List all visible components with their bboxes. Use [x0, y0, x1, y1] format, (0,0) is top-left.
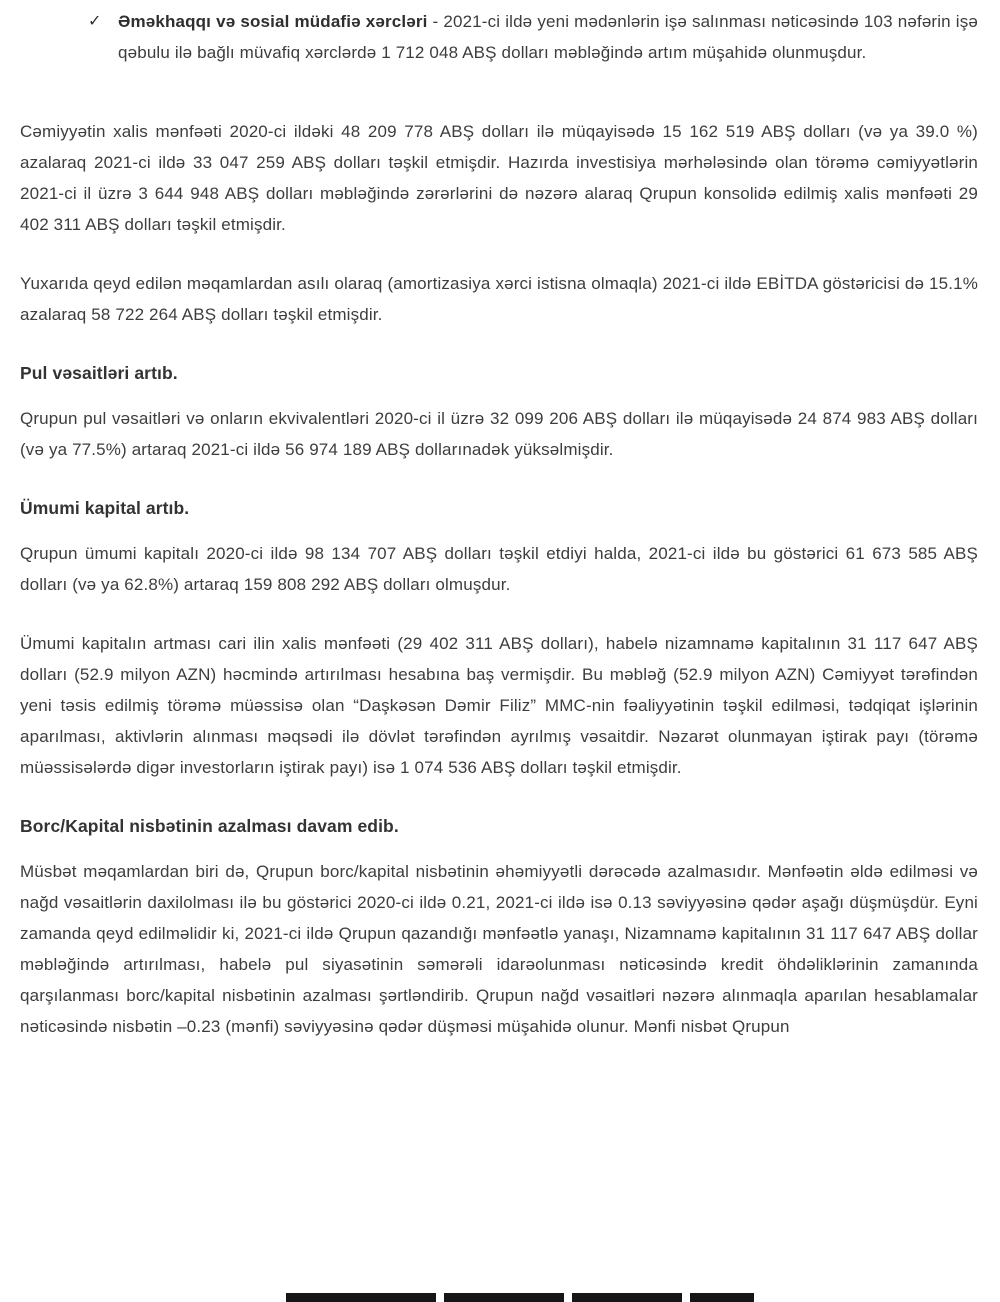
clipped-text-fragment: [444, 1293, 564, 1302]
clipped-text-line: [0, 1292, 1000, 1302]
paragraph-ebitda: Yuxarıda qeyd edilən məqamlardan asılı olaraq (amortizasiya xərci istisna olmaqla) 2021-ci ildə EBİTDA göstəricisi də 15.1% azalaraq 58 722 264 ABŞ dolları təşkil etmişdir.: [20, 274, 978, 324]
paragraph-cash: Qrupun pul vəsaitləri və onların ekvivalentləri 2020-ci il üzrə 32 099 206 ABŞ dolları ilə müqayisədə 24 874 983 ABŞ dolları (və ya 77.5%) artaraq 2021-ci ildə 56 974 189 ABŞ dollarınadək yüksəlmişdir.: [20, 409, 978, 459]
bullet-item-salary-costs: [88, 6, 978, 68]
clipped-text-fragment: [286, 1293, 436, 1302]
clipped-text-fragment: [572, 1293, 682, 1302]
bullet-lead-bold: Əməkhaqqı və sosial müdafiə xərcləri: [118, 12, 428, 31]
paragraph-debt-ratio: Müsbət məqamlardan biri də, Qrupun borc/kapital nisbətinin əhəmiyyətli dərəcədə azalmasıdır. Mənfəətin əldə edilməsi və nağd vəsaitlərin daxilolması ilə bu göstərici 2020-ci ildə 0.21, 2021-ci ildə isə 0.13 səviyyəsinə qədər aşağı düşmüşdür. Eyni zamanda qeyd edilməlidir ki, 2021-ci ildə Qrupun qazandığı mənfəətlə yanaşı, Nizamnamə kapitalının 31 117 647 ABŞ dollar məbləğində artırılması, habelə pul siyasətinin səmərəli idarəolunması nəticəsində kredit öhdəliklərinin zamanında qarşılanması borc/kapital nisbətinin azalması şərtləndirib. Qrupun nağd vəsaitləri nəzərə alınmaqla aparılan hesablamalar nəticəsində nisbətin –0.23 (mənfi) səviyyəsinə qədər düşməsi müşahidə olunur. Mənfi nisbət Qrupun: [20, 862, 978, 1036]
bullet-text: [118, 6, 978, 68]
clipped-text-fragment: [690, 1293, 754, 1302]
paragraph-equity: Qrupun ümumi kapitalı 2020-ci ildə 98 134 707 ABŞ dolları təşkil etdiyi halda, 2021-ci ildə bu göstərici 61 673 585 ABŞ dolları (və ya 62.8%) artaraq 159 808 292 ABŞ dolları olmuşdur.: [20, 544, 978, 594]
heading-debt-capital-ratio: Borc/Kapital nisbətinin azalması davam edib.: [20, 816, 399, 836]
paragraph-net-profit: Cəmiyyətin xalis mənfəəti 2020-ci ildəki 48 209 778 ABŞ dolları ilə müqayisədə 15 162 519 ABŞ dolları (və ya 39.0 %) azalaraq 2021-ci ildə 33 047 259 ABŞ dolları təşkil etmişdir. Hazırda investisiya mərhələsində olan törəmə cəmiyyətlərin 2021-ci il üzrə 3 644 948 ABŞ dolları məbləğində zərərlərini də nəzərə alaraq Qrupun konsolidə edilmiş xalis mənfəəti 29 402 311 ABŞ dolları təşkil etmişdir.: [20, 122, 978, 234]
paragraph-equity-detail: Ümumi kapitalın artması cari ilin xalis mənfəəti (29 402 311 ABŞ dolları), habelə nizamnamə kapitalının 31 117 647 ABŞ dolları (52.9 milyon AZN) həcmində artırılması hesabına baş vermişdir. Bu məbləğ (52.9 milyon AZN) Cəmiyyət tərəfindən yeni təsis edilmiş törəmə müəssisə olan “Daşkəsən Dəmir Filiz” MMC-nin fəaliyyətinin təşkil edilməsi, tədqiqat işlərinin aparılması, aktivlərin alınması məqsədi ilə dövlət tərəfindən ayrılmış vəsaitdir. Nəzarət olunmayan iştirak payı (törəmə müəssisələrdə digər investorların iştirak payı) isə 1 074 536 ABŞ dolları təşkil etmişdir.: [20, 634, 978, 777]
bullet-body-text: - 2021-ci ildə yeni mədənlərin işə salınması nəticəsində 103 nəfərin işə qəbulu ilə bağlı müvafiq xərclərdə 1 712 048 ABŞ dolları məbləğində artım müşahidə olunmuşdur.: [118, 12, 978, 62]
checkmark-bullet-icon: ✓: [88, 13, 102, 30]
heading-cash-increase: Pul vəsaitləri artıb.: [20, 363, 178, 383]
heading-equity-increase: Ümumi kapital artıb.: [20, 498, 190, 518]
